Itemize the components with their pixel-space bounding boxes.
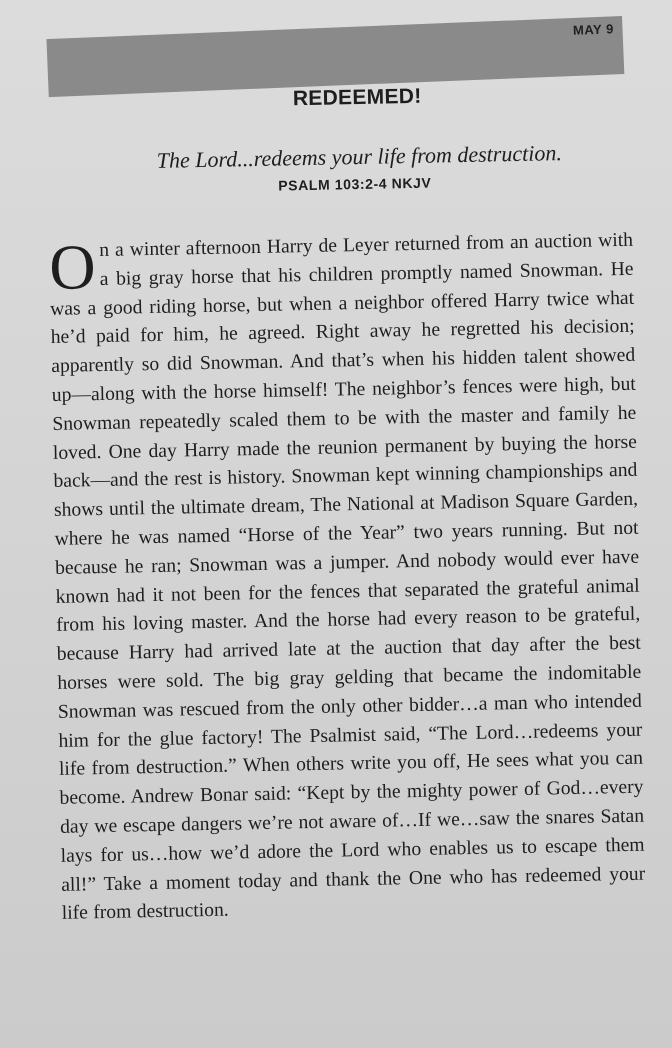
scripture-reference: PSALM 103:2-4 NKJV bbox=[278, 174, 432, 194]
devotion-content bbox=[46, 81, 646, 929]
drop-cap: O bbox=[48, 231, 97, 303]
scripture-quote: The Lord...redeems your life from destruction. bbox=[156, 140, 563, 173]
date-label: MAY 9 bbox=[572, 21, 615, 38]
body-text: n a winter afternoon Harry de Leyer returned from an auction with a big gray horse that his children promptly named Snowman. He was a good riding horse, but when a neighbor offered Harry twice what he’d paid for him, he agreed. Right away he regretted his decision; apparently so did Snowman. And that’s when his hidden talent showed up—along with the horse himself! The neighbor’s fences were high, but Snowman repeatedly scaled them to be with the master and family he loved. One day Harry made the reunion permanent by buying the horse back—and the rest is history. Snowman kept winning championships and shows until the ultimate dream, The National at Madison Square Garden, where he was named “Horse of the Year” two years running. But not because he ran; Snowman was a jumper. And nobody would ever have known had it not been for the fences that separated the grateful animal from his loving master. And the horse had every reason to be grateful, because Harry had arrived late at the auction that day after the best horses were sold. The big gray gelding that became the indomitable Snowman was rescued from the only other bidder…a man who intended him for the glue factory! The Psalmist said, “The Lord…redeems your life from destruction.” When others write you off, He sees what you can become. Andrew Bonar said: “Kept by the mighty power of God…every day we escape dangers we’re not aware of…If we…saw the snares Satan lays for us…how we’d adore the Lord who enables us to escape them all!” Take a moment today and thank the One who has redeemed your life from destruction. bbox=[49, 229, 646, 925]
body-paragraph bbox=[49, 227, 646, 929]
devotion-title: REDEEMED! bbox=[292, 84, 422, 111]
